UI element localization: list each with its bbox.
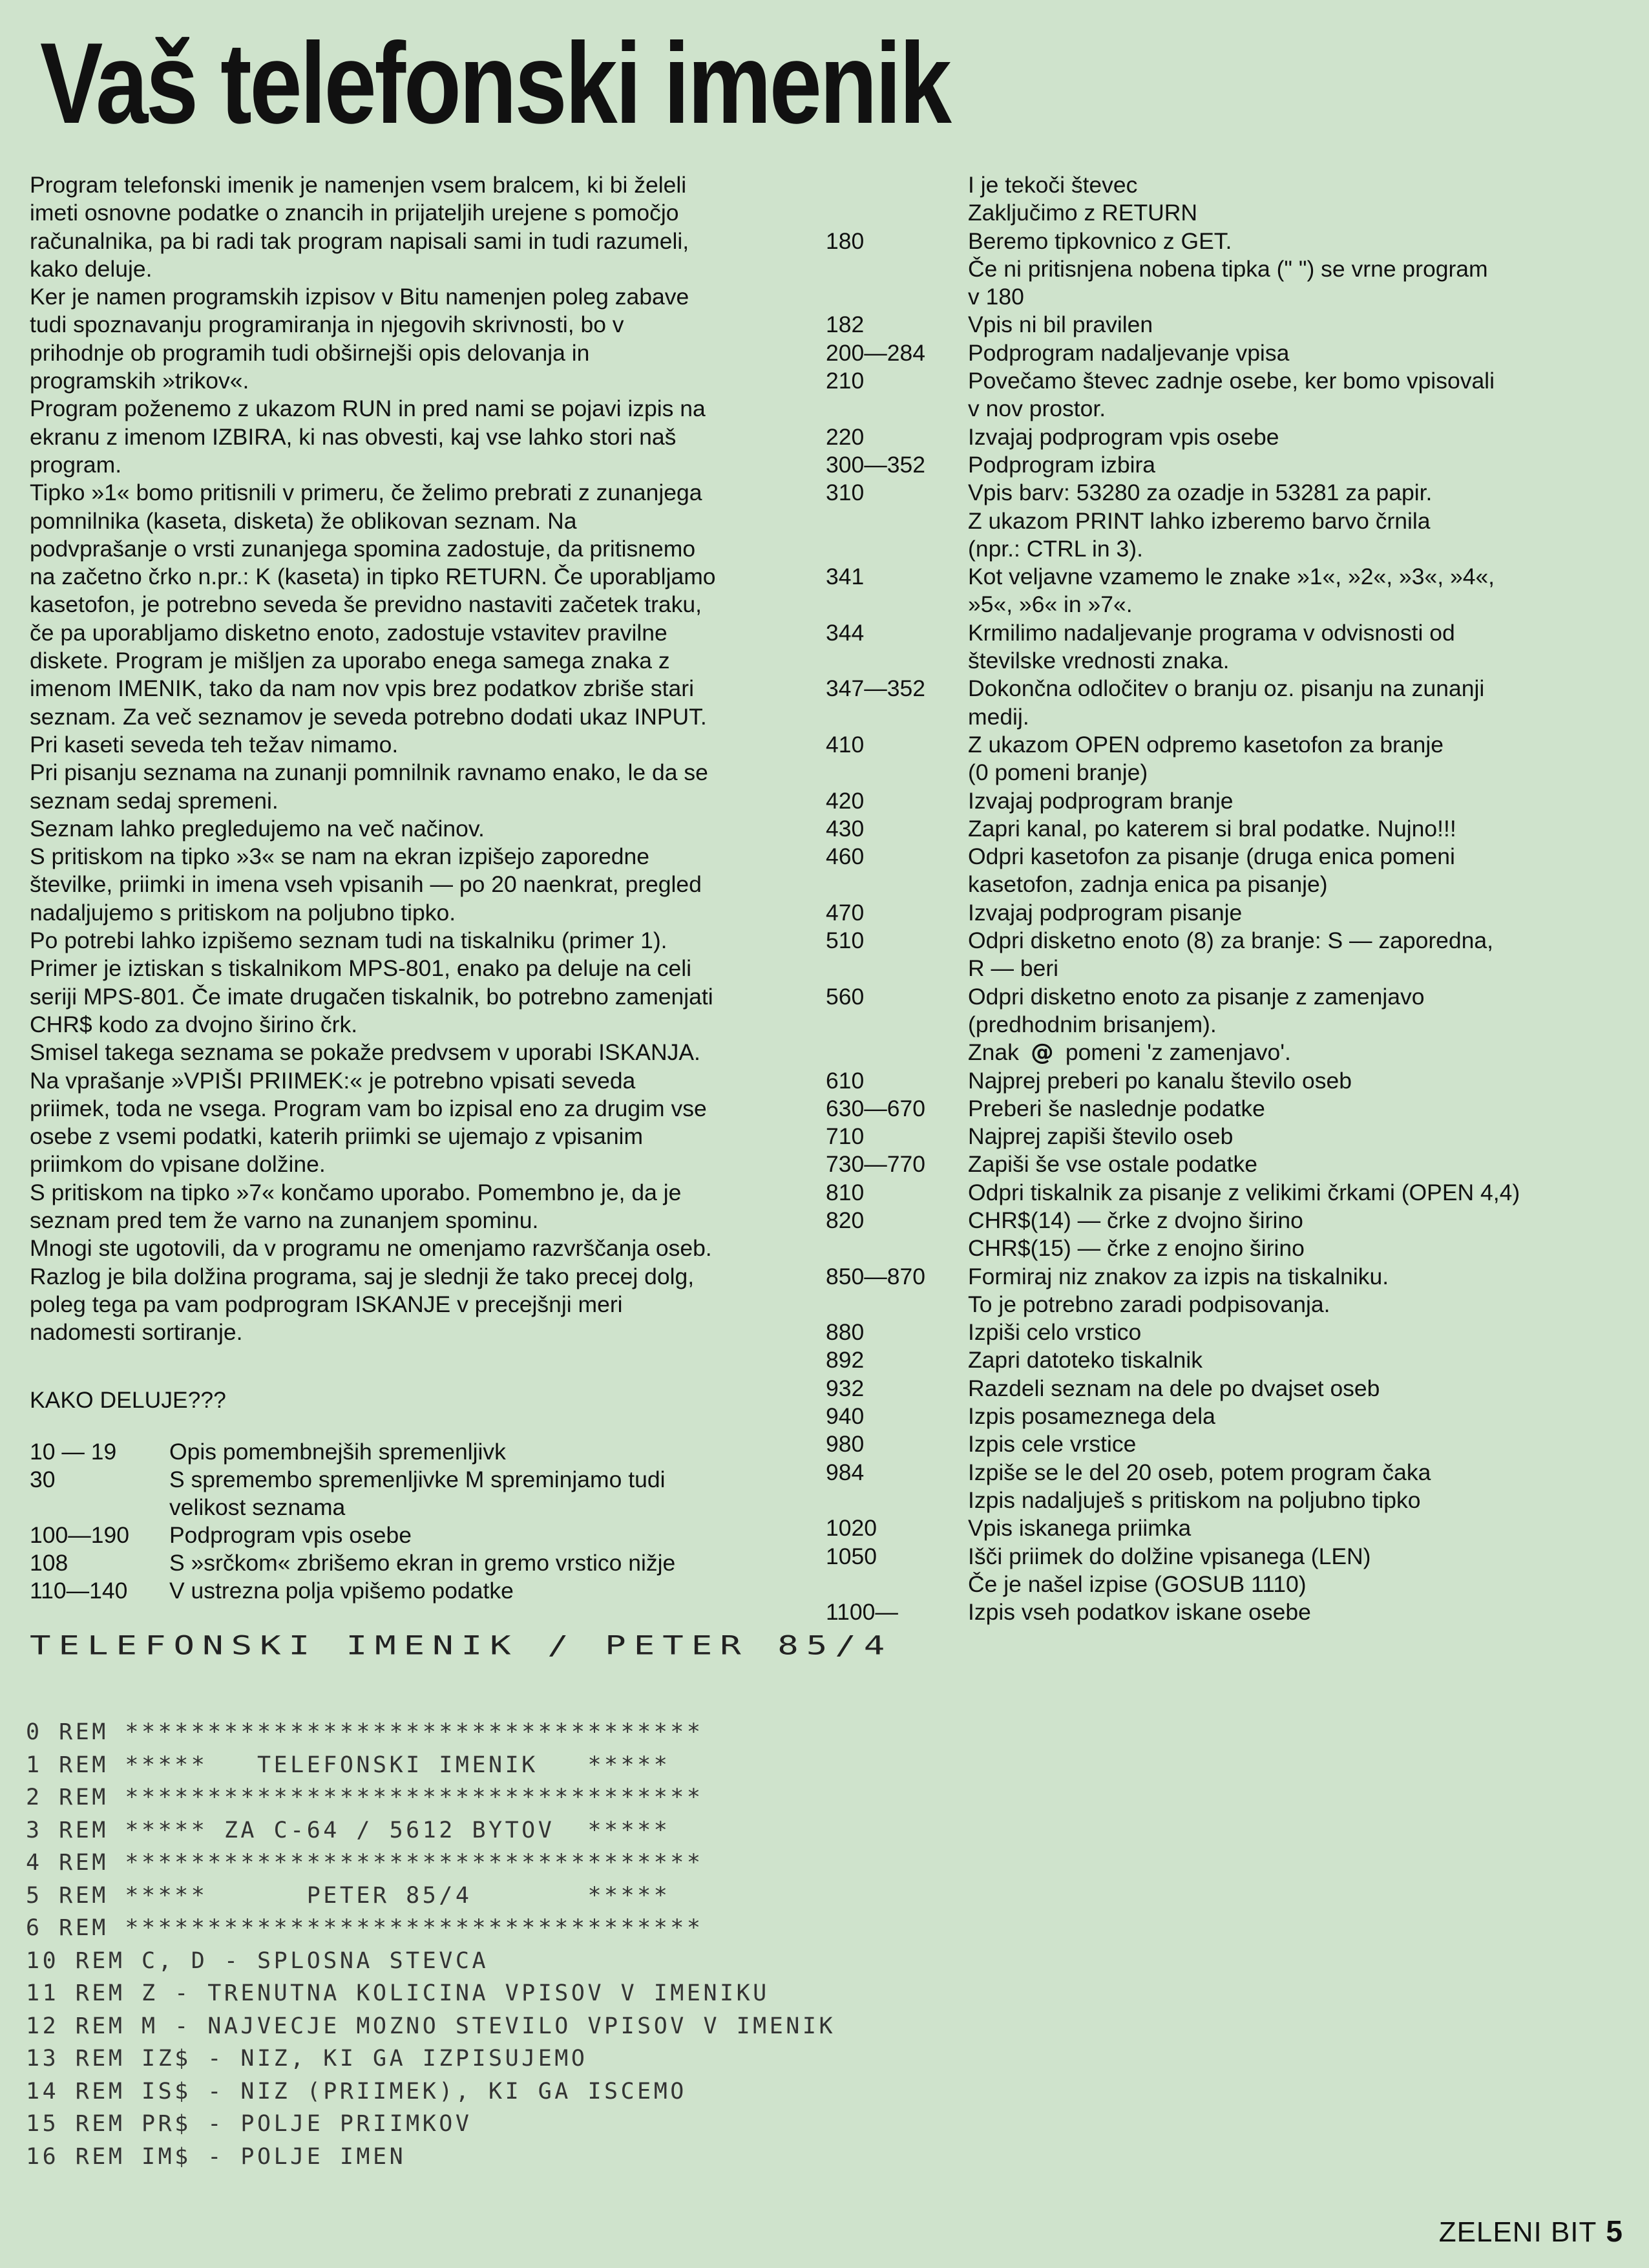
text-line: v nov prostor. [968, 396, 1106, 422]
text-line: S spremembo spremenljivke M spreminjamo tudi [169, 1467, 666, 1492]
line-number: 710 [826, 1123, 865, 1150]
reference-item [826, 815, 1633, 843]
reference-item [826, 899, 1633, 927]
reference-item [826, 1598, 1633, 1626]
intro-paragraph [30, 395, 812, 479]
text-line: programskih »trikov«. [30, 368, 249, 394]
line-description [169, 1466, 665, 1521]
line-description [968, 927, 1633, 983]
line-description [968, 1095, 1633, 1123]
line-number: 344 [826, 619, 865, 646]
reference-item [826, 1123, 1633, 1150]
line-number: 510 [826, 927, 865, 954]
intro-text [30, 171, 812, 1346]
reference-item [826, 675, 1633, 731]
reference-item [826, 563, 1633, 619]
text-line: medij. [968, 703, 1029, 730]
reference-item [826, 1375, 1633, 1403]
text-line: Izpiše se le del 20 oseb, potem program čaka [968, 1459, 1431, 1485]
line-number: 610 [826, 1067, 865, 1094]
line-description [968, 1430, 1633, 1458]
text-line: Po potrebi lahko izpišemo seznam tudi na tiskalniku (primer 1). [30, 927, 667, 954]
line-description [968, 1543, 1633, 1599]
line-number: 820 [826, 1207, 865, 1233]
reference-item [826, 1514, 1633, 1542]
text-line: Vpis ni bil pravilen [968, 312, 1153, 338]
line-description [968, 228, 1633, 312]
line-description [968, 787, 1633, 815]
line-number: 220 [826, 423, 865, 450]
code-line: 15 REM PR$ - POLJE PRIIMKOV [26, 2111, 472, 2137]
code-line: 5 REM ***** PETER 85/4 ***** [26, 1882, 671, 1909]
text-line: (0 pomeni branje) [968, 759, 1148, 786]
text-line: Podprogram vpis osebe [169, 1522, 412, 1548]
text-line: Opis pomembnejših spremenljivk [169, 1439, 506, 1465]
text-line: Razlog je bila dolžina programa, saj je slednji že tako precej dolg, [30, 1263, 695, 1289]
text-line: Primer je iztiskan s tiskalnikom MPS-801, enako pa deluje na celi [30, 955, 692, 982]
reference-item [826, 1207, 1633, 1263]
line-description [169, 1577, 514, 1605]
line-number: 182 [826, 312, 865, 338]
line-description [169, 1549, 675, 1577]
line-number: 850—870 [826, 1263, 925, 1289]
text-line: Izvajaj podprogram branje [968, 787, 1234, 814]
text-line: Kot veljavne vzamemo le znake »1«, »2«, »3«, »4«, [968, 564, 1495, 590]
reference-item [826, 423, 1633, 451]
text-line: S pritiskom na tipko »7« končamo uporabo. Pomembno je, da je [30, 1179, 682, 1205]
text-line: priimkom do vpisane dolžine. [30, 1151, 326, 1178]
code-line: 4 REM *********************************** [26, 1850, 704, 1876]
text-line: kasetofon, zadnja enica pa pisanje) [968, 871, 1328, 898]
text-line: Zapiši še vse ostale podatke [968, 1151, 1257, 1178]
text-line: seznam. Za več seznamov je seveda potrebno dodati ukaz INPUT. [30, 703, 707, 730]
text-line: kako deluje. [30, 255, 152, 282]
kako-item [30, 1521, 675, 1549]
text-line: Z ukazom PRINT lahko izberemo barvo črnila [968, 507, 1431, 534]
text-line: seznam pred tem že varno na zunanjem spominu. [30, 1207, 539, 1233]
intro-paragraph [30, 1039, 812, 1066]
text-line: Dokončna odločitev o branju oz. pisanju na zunanji [968, 675, 1485, 702]
line-description [968, 311, 1633, 339]
kako-deluje-list [30, 1438, 675, 1605]
line-number: 470 [826, 899, 865, 926]
intro-paragraph [30, 815, 812, 843]
text-line: Zapri datoteko tiskalnik [968, 1347, 1203, 1373]
text-line: Na vprašanje »VPIŠI PRIIMEK:« je potrebno vpisati seveda [30, 1067, 636, 1094]
kako-item [30, 1466, 675, 1521]
line-description [968, 1067, 1633, 1095]
text-line: R — beri [968, 955, 1059, 982]
text-line: Če ni pritisnjena nobena tipka (" ") se vrne program [968, 255, 1488, 282]
text-line: program. [30, 451, 122, 478]
reference-item [826, 479, 1633, 563]
text-line: »5«, »6« in »7«. [968, 591, 1133, 618]
intro-paragraph [30, 843, 812, 927]
text-line: Izpis vseh podatkov iskane osebe [968, 1599, 1311, 1626]
text-line: prihodnje ob programih tudi obširnejši opis delovanja in [30, 339, 590, 366]
line-description [968, 1207, 1633, 1263]
text-line: Formiraj niz znakov za izpis na tiskalniku. [968, 1263, 1389, 1289]
text-line: seznam sedaj spremeni. [30, 787, 278, 814]
text-line: poleg tega pa vam podprogram ISKANJE v precejšnji meri [30, 1291, 623, 1317]
text-line: priimek, toda ne vsega. Program vam bo izpisal eno za drugim vse [30, 1095, 707, 1121]
reference-item [826, 619, 1633, 675]
reference-item [826, 1403, 1633, 1430]
code-line: 0 REM *********************************** [26, 1719, 704, 1745]
text-line: Podprogram nadaljevanje vpisa [968, 339, 1290, 366]
text-line: Odpri tiskalnik za pisanje z velikimi črkami (OPEN 4,4) [968, 1179, 1520, 1205]
text-line: Vpis barv: 53280 za ozadje in 53281 za papir. [968, 480, 1433, 506]
line-description [968, 451, 1633, 479]
line-range: 100—190 [30, 1522, 129, 1548]
line-description [968, 1598, 1633, 1626]
intro-paragraph [30, 955, 812, 1039]
line-number: 310 [826, 480, 865, 506]
line-number: 980 [826, 1431, 865, 1457]
text-line: če pa uporabljamo disketno enoto, zadostuje vstavitev pravilne [30, 619, 667, 646]
text-line: CHR$(15) — črke z enojno širino [968, 1235, 1305, 1262]
line-description [169, 1438, 506, 1466]
text-line: Izpiši celo vrstico [968, 1319, 1142, 1346]
intro-paragraph [30, 1235, 812, 1346]
intro-paragraph [30, 283, 812, 395]
reference-item [826, 311, 1633, 339]
text-line: (predhodnim brisanjem). [968, 1011, 1217, 1037]
line-description [968, 1514, 1633, 1542]
line-number: 932 [826, 1375, 865, 1401]
text-line: Program poženemo z ukazom RUN in pred nami se pojavi izpis na [30, 396, 706, 422]
line-number: 430 [826, 815, 865, 842]
reference-item [826, 927, 1633, 983]
code-line: 14 REM IS$ - NIZ (PRIIMEK), KI GA ISCEMO [26, 2078, 687, 2104]
line-description [968, 1179, 1633, 1207]
text-line: Krmilimo nadaljevanje programa v odvisnosti od [968, 619, 1455, 646]
reference-item [826, 983, 1633, 1039]
reference-item [826, 1095, 1633, 1123]
text-line: S »srčkom« zbrišemo ekran in gremo vrstico nižje [169, 1550, 676, 1576]
line-description [968, 815, 1633, 843]
text-line: Ker je namen programskih izpisov v Bitu namenjen poleg zabave [30, 284, 689, 310]
text-line: V ustrezna polja vpišemo podatke [169, 1578, 514, 1604]
text-line: Pri pisanju seznama na zunanji pomnilnik ravnamo enako, le da se [30, 759, 708, 786]
reference-item [826, 1543, 1633, 1599]
text-line: Zapri kanal, po katerem si bral podatke. Nujno!!! [968, 815, 1456, 842]
reference-item [826, 171, 1633, 228]
line-number: 410 [826, 731, 865, 758]
magazine-section: ZELENI BIT [1438, 2216, 1597, 2248]
code-line: 1 REM ***** TELEFONSKI IMENIK ***** [26, 1752, 671, 1778]
text-line: Izvajaj podprogram pisanje [968, 899, 1243, 926]
line-description [968, 731, 1633, 787]
kako-deluje-heading: KAKO DELUJE??? [30, 1387, 226, 1413]
line-description [968, 563, 1633, 619]
code-line: 10 REM C, D - SPLOSNA STEVCA [26, 1947, 489, 1974]
text-line: CHR$(14) — črke z dvojno širino [968, 1207, 1303, 1233]
line-description [968, 1375, 1633, 1403]
line-number: 730—770 [826, 1151, 925, 1178]
reference-item [826, 1263, 1633, 1319]
line-number: 180 [826, 228, 865, 254]
page-number: 5 [1606, 2214, 1623, 2248]
text-line: To je potrebno zaradi podpisovanja. [968, 1291, 1330, 1317]
intro-paragraph [30, 927, 812, 955]
line-number: 1100— [826, 1599, 898, 1626]
text-line: Izpis cele vrstice [968, 1431, 1137, 1457]
text-line: Z ukazom OPEN odpremo kasetofon za branje [968, 731, 1444, 758]
line-description [968, 983, 1633, 1039]
listing-header: TELEFONSKI IMENIK / PETER 85/4 [30, 1630, 893, 1661]
text-line: Odpri disketno enoto za pisanje z zamenjavo [968, 983, 1425, 1010]
code-line: 11 REM Z - TRENUTNA KOLICINA VPISOV V IMENIKU [26, 1980, 770, 2006]
znak-meaning: pomeni 'z zamenjavo'. [1065, 1039, 1291, 1066]
line-description [968, 1150, 1633, 1178]
text-line: Razdeli seznam na dele po dvajset oseb [968, 1375, 1380, 1401]
intro-paragraph [30, 759, 812, 815]
code-line: 2 REM *********************************** [26, 1785, 704, 1810]
code-line: 12 REM M - NAJVECJE MOZNO STEVILO VPISOV V IMENIK [26, 2013, 836, 2039]
line-description [968, 1403, 1633, 1430]
page-title: Vaš telefonski imenik [40, 19, 950, 147]
code-line: 16 REM IM$ - POLJE IMEN [26, 2143, 406, 2170]
text-line: podvprašanje o vrsti zunanjega spomina zadostuje, da pritisnemo [30, 535, 696, 562]
reference-item [826, 451, 1633, 479]
reference-item [826, 1459, 1633, 1515]
line-number: 984 [826, 1459, 865, 1485]
text-line: velikost seznama [169, 1494, 346, 1520]
text-line: Izpis posameznega dela [968, 1403, 1215, 1430]
line-number: 810 [826, 1179, 865, 1205]
page-footer [1439, 2214, 1623, 2249]
line-number: 880 [826, 1319, 865, 1346]
text-line: Izvajaj podprogram vpis osebe [968, 423, 1279, 450]
text-line: Odpri disketno enoto (8) za branje: S — zaporedna, [968, 927, 1494, 954]
text-line: Išči priimek do dolžine vpisanega (LEN) [968, 1543, 1371, 1569]
line-number: 460 [826, 843, 865, 870]
line-number: 940 [826, 1403, 865, 1430]
line-description [968, 1123, 1633, 1150]
line-number: 560 [826, 983, 865, 1010]
line-number: 630—670 [826, 1095, 925, 1121]
reference-item [826, 367, 1633, 423]
text-line: Najprej zapiši število oseb [968, 1123, 1234, 1150]
text-line: CHR$ kodo za dvojno širino črk. [30, 1011, 358, 1037]
text-line: tudi spoznavanju programiranja in njegovih skrivnosti, bo v [30, 312, 624, 338]
line-description [968, 479, 1633, 563]
code-line: 6 REM *********************************** [26, 1915, 704, 1941]
text-line: Program telefonski imenik je namenjen vsem bralcem, ki bi želeli [30, 172, 687, 198]
text-line: (npr.: CTRL in 3). [968, 535, 1143, 562]
reference-item [826, 1179, 1633, 1207]
reference-item [826, 1319, 1633, 1346]
text-line: številske vrednosti znaka. [968, 648, 1230, 674]
line-description [968, 171, 1633, 228]
line-number: 420 [826, 787, 865, 814]
text-line: nadomesti sortiranje. [30, 1319, 243, 1346]
line-number: 200—284 [826, 339, 925, 366]
reference-item [826, 1346, 1633, 1374]
text-line: Pri kaseti seveda teh težav nimamo. [30, 731, 399, 758]
reference-item [826, 1430, 1633, 1458]
text-line: Seznam lahko pregledujemo na več načinov. [30, 815, 485, 842]
line-description [968, 1319, 1633, 1346]
kako-item [30, 1438, 675, 1466]
reference-item [826, 787, 1633, 815]
line-description [968, 1346, 1633, 1374]
text-line: Če je našel izpise (GOSUB 1110) [968, 1571, 1307, 1597]
text-line: Povečamo števec zadnje osebe, ker bomo vpisovali [968, 368, 1495, 394]
text-line: S pritiskom na tipko »3« se nam na ekran izpišejo zaporedne [30, 843, 650, 870]
code-line: 13 REM IZ$ - NIZ, KI GA IZPISUJEMO [26, 2046, 588, 2072]
line-description [968, 1459, 1633, 1515]
line-description [968, 1263, 1633, 1319]
text-line [968, 1039, 1633, 1066]
text-line: Podprogram izbira [968, 451, 1156, 478]
line-number [826, 1039, 968, 1066]
text-line: osebe z vsemi podatki, katerih priimki se ujemajo z vpisanim [30, 1123, 644, 1150]
line-number [826, 171, 968, 228]
line-number: 300—352 [826, 451, 925, 478]
line-number: 1050 [826, 1543, 877, 1569]
line-description [968, 339, 1633, 367]
text-line: Najprej preberi po kanalu število oseb [968, 1067, 1352, 1094]
text-line: pomnilnika (kaseta, disketa) že oblikovan seznam. Na [30, 507, 577, 534]
text-line: imeti osnovne podatke o znancih in prijateljih urejene s pomočjo [30, 200, 679, 226]
reference-item [826, 228, 1633, 312]
text-line: diskete. Program je mišljen za uporabo enega samega znaka z [30, 648, 670, 674]
reference-item [826, 339, 1633, 367]
code-line: 3 REM ***** ZA C-64 / 5612 BYTOV ***** [26, 1817, 671, 1843]
text-line: Izpis nadaljuješ s pritiskom na poljubno tipko [968, 1487, 1421, 1513]
line-number: 1020 [826, 1515, 877, 1542]
text-line: Beremo tipkovnico z GET. [968, 228, 1232, 254]
text-line: številke, priimki in imena vseh vpisanih — po 20 naenkrat, pregled [30, 871, 702, 898]
text-line: Vpis iskanega priimka [968, 1515, 1192, 1542]
line-description [169, 1521, 412, 1549]
reference-item [826, 731, 1633, 787]
reference-item [826, 1150, 1633, 1178]
kako-item [30, 1549, 675, 1577]
text-line: Smisel takega seznama se pokaže predvsem v uporabi ISKANJA. [30, 1039, 700, 1066]
text-line: računalnika, pa bi radi tak program napisali sami in tudi razumeli, [30, 228, 689, 254]
line-description [968, 675, 1633, 731]
line-description [968, 1039, 1633, 1066]
intro-paragraph [30, 479, 812, 759]
text-line: Tipko »1« bomo pritisnili v primeru, če želimo prebrati z zunanjega [30, 480, 702, 506]
text-line: na začetno črko n.pr.: K (kaseta) in tipko RETURN. Če uporabljamo [30, 564, 716, 590]
line-number: 892 [826, 1347, 865, 1373]
text-line: v 180 [968, 284, 1024, 310]
intro-paragraph [30, 1067, 812, 1179]
basic-listing [26, 1716, 835, 2173]
line-range: 110—140 [30, 1578, 128, 1604]
text-line: Zaključimo z RETURN [968, 200, 1198, 226]
line-number: 347—352 [826, 675, 925, 702]
intro-paragraph [30, 1179, 812, 1235]
at-sign-glyph: @ [1031, 1039, 1054, 1066]
text-line: seriji MPS-801. Če imate drugačen tiskalnik, bo potrebno zamenjati [30, 983, 713, 1010]
text-line: Preberi še naslednje podatke [968, 1095, 1265, 1121]
text-line: I je tekoči števec [968, 172, 1138, 198]
reference-item [826, 1067, 1633, 1095]
line-description [968, 843, 1633, 899]
line-number: 210 [826, 368, 865, 394]
line-description [968, 367, 1633, 423]
kako-item [30, 1577, 675, 1605]
znak-label: Znak [968, 1039, 1019, 1066]
text-line: imenom IMENIK, tako da nam nov vpis brez podatkov zbriše stari [30, 675, 694, 702]
line-range: 108 [30, 1550, 68, 1576]
line-range: 30 [30, 1467, 56, 1492]
text-line: ekranu z imenom IZBIRA, ki nas obvesti, kaj vse lahko stori naš [30, 423, 677, 450]
text-line: kasetofon, je potrebno seveda še previdno nastaviti začetek traku, [30, 591, 702, 618]
line-range: 10 — 19 [30, 1439, 117, 1465]
text-line: nadaljujemo s pritiskom na poljubno tipko. [30, 899, 456, 926]
line-description [968, 619, 1633, 675]
line-reference-list [826, 171, 1633, 1626]
line-description [968, 899, 1633, 927]
reference-item [826, 1039, 1633, 1066]
intro-paragraph [30, 171, 812, 283]
line-description [968, 423, 1633, 451]
text-line: Mnogi ste ugotovili, da v programu ne omenjamo razvrščanja oseb. [30, 1235, 712, 1262]
reference-item [826, 843, 1633, 899]
line-number: 341 [826, 564, 865, 590]
text-line: Odpri kasetofon za pisanje (druga enica pomeni [968, 843, 1455, 870]
